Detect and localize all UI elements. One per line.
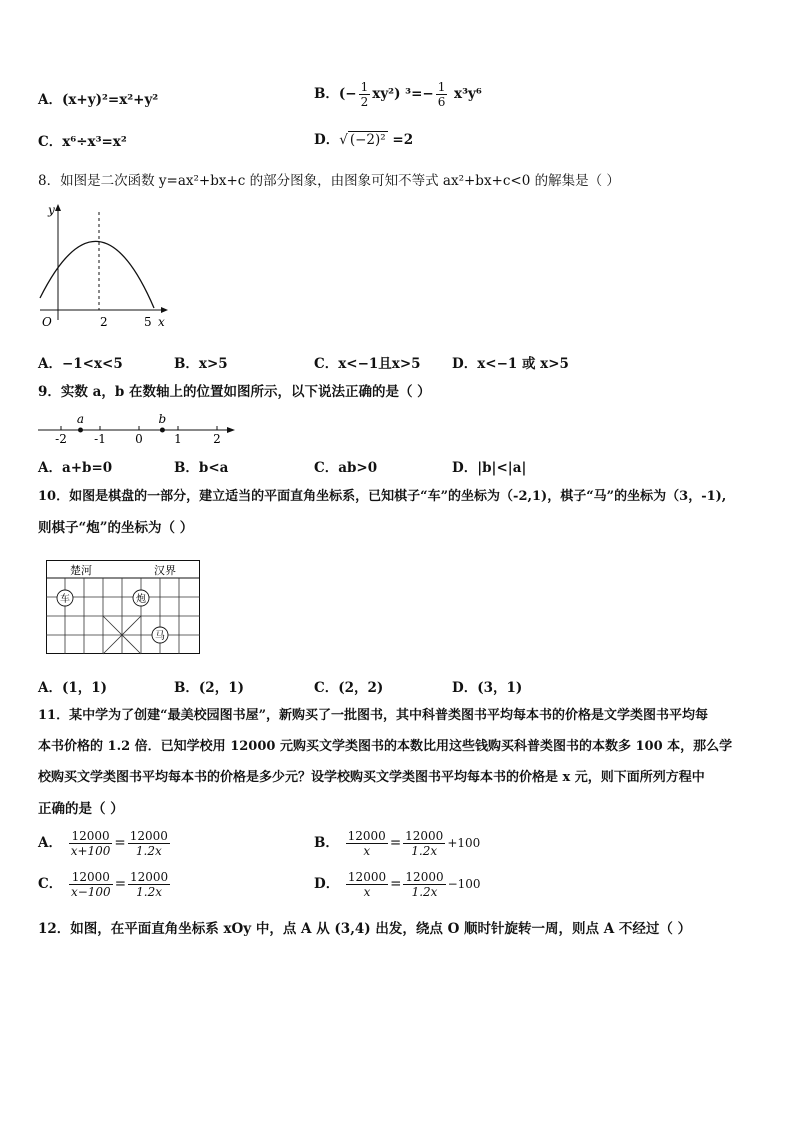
point-b-label: b (158, 412, 167, 426)
q9-option-b: B．b<a (174, 460, 229, 476)
q8-option-b: B．x>5 (174, 356, 228, 372)
x-axis-arrow (161, 307, 168, 313)
river-label-right: 汉界 (154, 564, 176, 577)
point-b (160, 428, 165, 433)
q10-option-b: B．(2，1) (174, 680, 244, 696)
point-a (78, 428, 83, 433)
board-grid (46, 578, 200, 654)
q9-option-c: C．ab>0 (314, 460, 378, 476)
q11-stem-line3: 校购买文学类图书平均每本书的价格是多少元？设学校购买文学类图书平均每本书的价格是 x 元，则下面所列方程中 (38, 770, 705, 785)
q9-option-a: A．a+b=0 (38, 460, 113, 476)
q7-option-c: C．x⁶÷x³=x² (38, 134, 127, 150)
number-line-tick-label: 0 (135, 432, 143, 446)
q9-option-d: D．|b|<|a| (452, 460, 527, 476)
q8-stem: 8．如图是二次函数 y=ax²+bx+c 的部分图象，由图象可知不等式 ax²+bx+c<0 的解集是（ ） (38, 173, 620, 189)
q11-stem-line2: 本书价格的 1.2 倍．已知学校用 12000 元购买文学类图书的本数比用这些钱购买科普类图书的本数多 100 本，那么学 (38, 739, 733, 754)
q7-option-d: D．√ (−2)² =2 (314, 132, 414, 148)
q11-option-c: C． $\frac{12000}{x-100}$ = $\frac{12000}{1.2x}$ (38, 870, 169, 899)
q9-stem: 9．实数 a，b 在数轴上的位置如图所示，以下说法正确的是（ ） (38, 384, 431, 400)
q7-option-a: A．(x+y)²=x²+y² (38, 92, 159, 108)
q8-option-d: D．x<−1 或 x>5 (452, 356, 569, 372)
q8-option-c: C．x<−1且x>5 (314, 356, 421, 372)
q12-stem: 12．如图，在平面直角坐标系 xOy 中，点 A 从 (3,4) 出发，绕点 O 顺时针旋转一周，则点 A 不经过（ ） (38, 921, 692, 937)
q8-option-a: A．−1<x<5 (38, 356, 123, 372)
y-axis-arrow (55, 204, 61, 211)
parabola-curve (40, 241, 154, 308)
x-tick-2: 2 (100, 315, 108, 329)
q10-option-a: A．(1，1) (38, 680, 108, 696)
piece-che-label: 车 (60, 594, 70, 605)
piece-ma-label: 马 (155, 631, 165, 642)
river-label-left: 楚河 (70, 564, 92, 577)
y-axis-label: y (48, 203, 55, 217)
number-line-tick-label: -1 (94, 432, 106, 446)
x-tick-5: 5 (144, 315, 152, 329)
point-a-label: a (76, 412, 85, 426)
q11-stem-line4: 正确的是（ ） (38, 801, 124, 817)
x-axis-label: x (158, 315, 165, 329)
q10-option-c: C．(2，2) (314, 680, 384, 696)
q10-stem-line1: 10．如图是棋盘的一部分，建立适当的平面直角坐标系，已知棋子“车”的坐标为（-2,1)，棋子“马”的坐标为（3，-1), (38, 489, 727, 504)
origin-label: O (42, 315, 52, 329)
q11-option-d: D． $\frac{12000}{x}$ = $\frac{12000}{1.2x}$ −100 (314, 870, 481, 899)
q8-parabola-graph (34, 200, 184, 330)
q9-number-line (38, 410, 238, 450)
number-line-tick-label: 1 (174, 432, 182, 446)
number-line-tick-label: -2 (55, 432, 67, 446)
q7-option-b: B．(− $\frac{1}{2}$ xy²) ³=− $\frac{1}{6}$ x³y⁶ (314, 80, 482, 109)
number-line-tick-label: 2 (213, 432, 221, 446)
piece-pao-label: 炮 (136, 594, 146, 605)
q10-chess-board (46, 560, 202, 656)
number-line-arrow (227, 427, 235, 433)
q11-stem-line1: 11．某中学为了创建“最美校园图书屋”，新购买了一批图书，其中科普类图书平均每本书的价格是文学类图书平均每 (38, 708, 709, 723)
q10-stem-line2: 则棋子“炮”的坐标为（ ） (38, 520, 194, 536)
q11-option-a: A． $\frac{12000}{x+100}$ = $\frac{12000}{1.2x}$ (38, 829, 168, 858)
q11-option-b: B． $\frac{12000}{x}$ = $\frac{12000}{1.2x}$ +100 (314, 829, 481, 858)
q10-option-d: D．(3，1) (452, 680, 523, 696)
